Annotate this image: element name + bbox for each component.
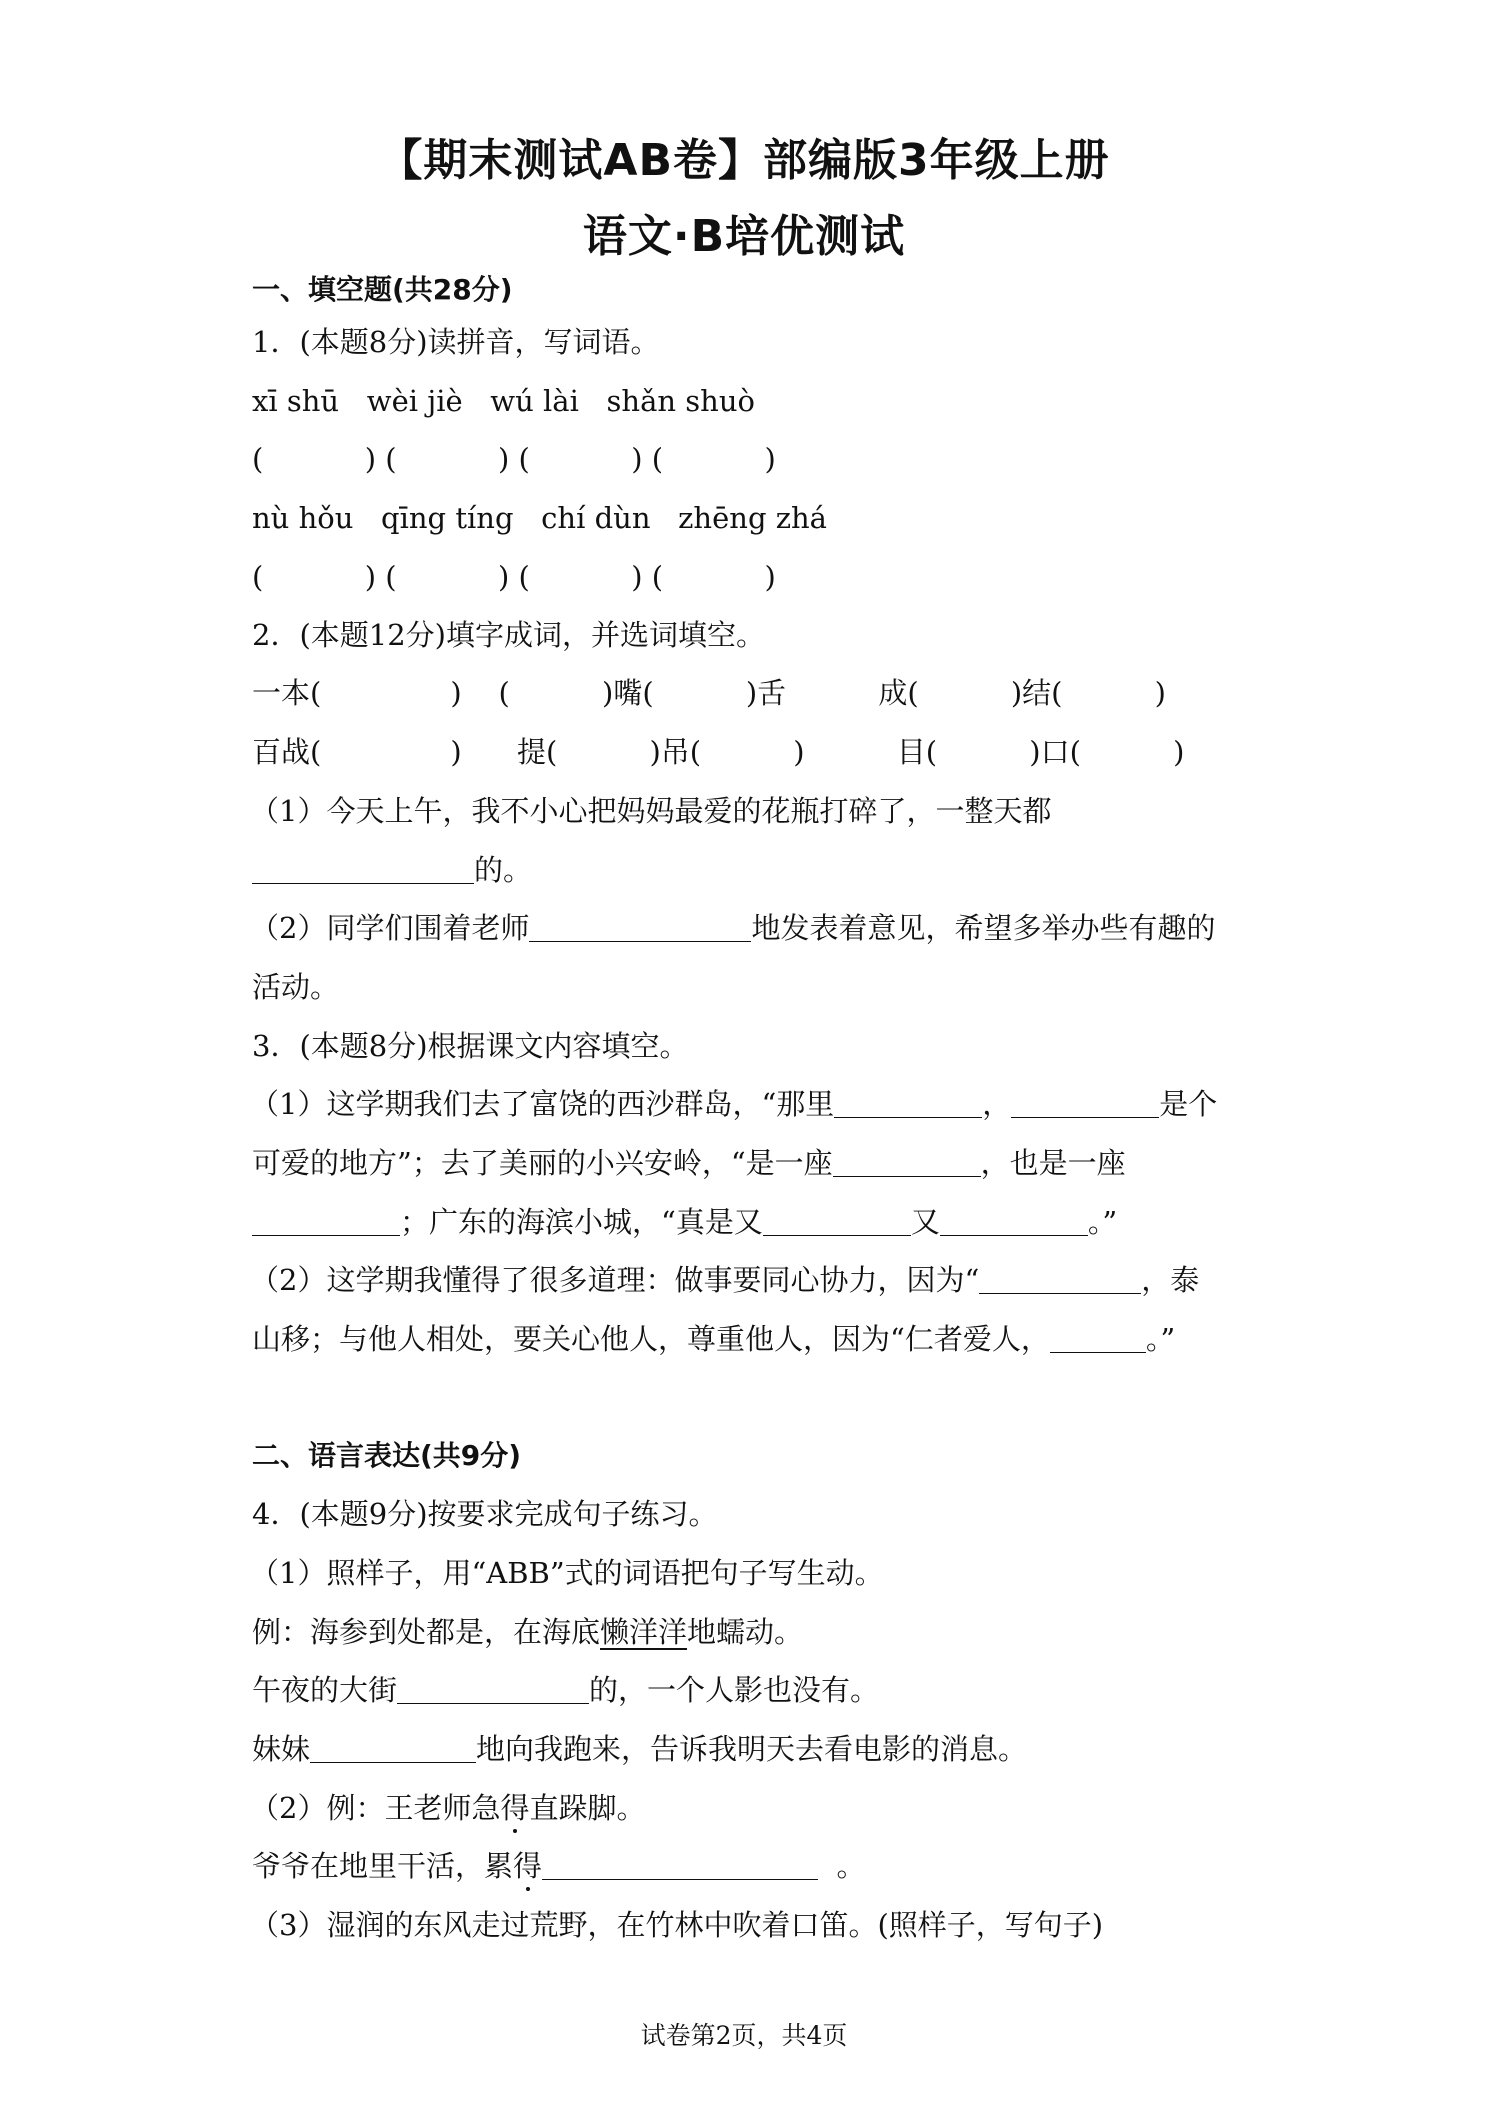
answer-blank[interactable]: [252, 853, 474, 884]
q3-prompt: 3．(本题8分)根据课文内容填空。: [252, 1029, 689, 1063]
page-footer: 试卷第2页，共4页: [640, 2021, 848, 2050]
q3-sentence1: （1）这学期我们去了富饶的西沙群岛，“那里 ， 是个: [250, 1087, 1218, 1121]
answer-blank[interactable]: [940, 1205, 1088, 1236]
section2-heading: 二、语言表达(共9分): [252, 1439, 522, 1472]
answer-blank[interactable]: [1050, 1322, 1146, 1353]
q4-part2: （2）例：王老师急得直跺脚。: [250, 1791, 646, 1825]
emphasis-dot-char: 得: [500, 1791, 530, 1825]
q3-sentence1-cont: 可爱的地方”；去了美丽的小兴安岭，“是一座 ，也是一座: [252, 1146, 1126, 1180]
q1-blanks-row1[interactable]: ( ) ( ) ( ) ( ): [252, 442, 776, 476]
q4-line2: 妹妹 地向我跑来，告诉我明天去看电影的消息。: [252, 1732, 1028, 1766]
emphasis-dot-char: 得: [513, 1849, 543, 1883]
answer-blank[interactable]: [397, 1673, 589, 1704]
answer-blank[interactable]: [834, 1087, 982, 1118]
q2-row2[interactable]: 百战( ) 提( )吊( ) 目( )口( ): [252, 735, 1185, 769]
q4-part3: （3）湿润的东风走过荒野，在竹林中吹着口笛。(照样子，写句子): [250, 1908, 1104, 1942]
q2-row1[interactable]: 一本( ) ( )嘴( )舌 成( )结( ): [252, 676, 1166, 710]
q4-part1: （1）照样子，用“ABB”式的词语把句子写生动。: [250, 1556, 884, 1590]
answer-blank[interactable]: [252, 1205, 400, 1236]
q2-sentence2: （2）同学们围着老师 地发表着意见，希望多举办些有趣的: [250, 911, 1216, 945]
q2-sentence2-cont: 活动。: [252, 970, 340, 1004]
section1-heading: 一、填空题(共28分): [252, 273, 513, 306]
answer-blank[interactable]: [542, 1849, 818, 1880]
q1-prompt: 1．(本题8分)读拼音，写词语。: [252, 325, 660, 359]
answer-blank[interactable]: [833, 1146, 981, 1177]
q3-sentence2-cont: 山移；与他人相处，要关心他人，尊重他人，因为“仁者爱人， 。”: [252, 1322, 1176, 1356]
answer-blank[interactable]: [1011, 1087, 1159, 1118]
answer-blank[interactable]: [310, 1732, 476, 1763]
answer-blank[interactable]: [979, 1263, 1141, 1294]
q3-sentence2: （2）这学期我懂得了很多道理：做事要同心协力，因为“ ，泰: [250, 1263, 1200, 1297]
answer-blank[interactable]: [763, 1205, 911, 1236]
q4-line1: 午夜的大街 的，一个人影也没有。: [252, 1673, 880, 1707]
q1-pinyin-row2: nù hǒu qīng tíng chí dùn zhēng zhá: [252, 501, 827, 535]
exam-subtitle: 语文·B培优测试: [582, 211, 906, 262]
q4-line3: 爷爷在地里干活，累得 。: [252, 1849, 866, 1883]
q2-prompt: 2．(本题12分)填字成词，并选词填空。: [252, 618, 765, 652]
q4-example1: 例：海参到处都是，在海底懒洋洋地蠕动。: [252, 1615, 804, 1649]
q1-blanks-row2[interactable]: ( ) ( ) ( ) ( ): [252, 560, 776, 594]
q4-prompt: 4．(本题9分)按要求完成句子练习。: [252, 1497, 718, 1531]
q3-sentence1-cont2: ；广东的海滨小城，“真是又 又 。”: [252, 1202, 1117, 1242]
q1-pinyin-row1: xī shū wèi jiè wú lài shǎn shuò: [252, 384, 755, 418]
exam-title: 【期末测试AB卷】部编版3年级上册: [378, 135, 1110, 186]
q2-sentence1: （1）今天上午，我不小心把妈妈最爱的花瓶打碎了，一整天都: [250, 794, 1052, 828]
answer-blank[interactable]: [529, 911, 751, 942]
q2-sentence1-cont: 的。: [252, 850, 532, 890]
